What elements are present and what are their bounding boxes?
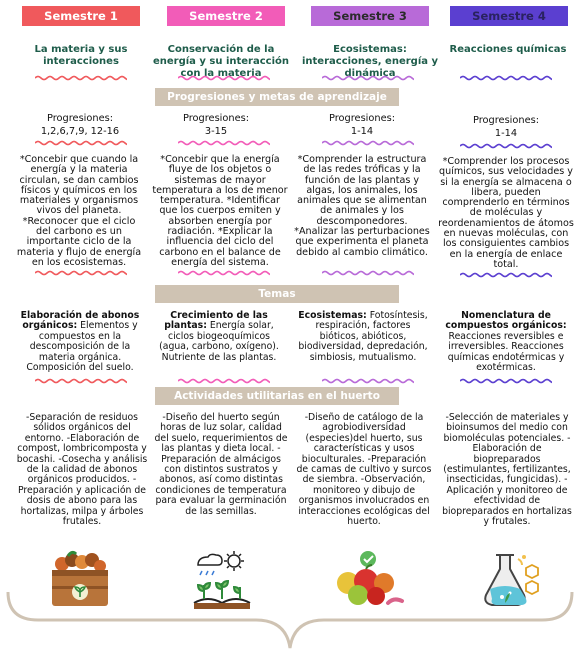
actividades-semester-4: -Selección de materiales y bioinsumos del medio con biomoléculas potenciales. -Elaboración de biopreparados (estimulantes, fertilizantes, insecticidas, fungicidas). -Aplicación y monitoreo de efectividad de biopreparados en hortalizas y frutales. bbox=[442, 412, 572, 528]
band-actividades: Actividades utilitarias en el huerto bbox=[155, 387, 399, 405]
semester-3-header: Semestre 3 bbox=[311, 6, 429, 26]
bottom-brace bbox=[0, 590, 584, 654]
semester-4-header: Semestre 4 bbox=[450, 6, 568, 26]
tema-title: Ecosistemas: bbox=[298, 310, 367, 321]
actividades-semester-3: -Diseño de catálogo de la agrobiodiversidad (especies)del huerto, sus características y usos bioculturales. -Preparación de camas de cultivo y surcos de siembra. -Observación, monitoreo y dibujo de organismos involucrados en interacciones ecológicas del huerto. bbox=[296, 412, 432, 528]
semester-1-header: Semestre 1 bbox=[22, 6, 140, 26]
divider-wave bbox=[178, 378, 270, 384]
divider-wave bbox=[322, 378, 414, 384]
topic-semester-2: Conservación de la energía y su interacción con la materia bbox=[152, 44, 290, 79]
divider-wave bbox=[35, 378, 127, 384]
tema-body: Fotosíntesis, respiración, factores bióticos, abióticos, biodiversidad, depredación, simbiosis, mutualismo. bbox=[298, 310, 428, 363]
divider-wave bbox=[460, 75, 552, 81]
tema-body: Elementos y compuestos en la descomposición de la materia orgánica. Composición del suelo. bbox=[26, 320, 138, 374]
tema-semester-4 bbox=[440, 311, 572, 373]
divider-wave bbox=[322, 270, 414, 276]
progresiones-value: 1-14 bbox=[494, 128, 518, 139]
tema-body: Energía solar, ciclos biogeoquímicos (agua, carbono, oxígeno). Nutriente de las plantas. bbox=[159, 320, 279, 363]
tema-title: Nomenclatura de compuestos orgánicos: bbox=[445, 310, 567, 332]
topic-semester-4: Reacciones químicas bbox=[449, 44, 567, 55]
divider-wave bbox=[178, 270, 270, 276]
actividades-semester-2: -Diseño del huerto según horas de luz solar, calidad del suelo, requerimientos de las plantas y dieta local. -Preparación de almácigos con distintos sustratos y abonos, así como distintas condiciones de temperatura para evaluar la germinación de las semillas. bbox=[154, 412, 288, 517]
progresiones-label: Progresiones: bbox=[182, 113, 250, 124]
divider-wave bbox=[460, 378, 552, 384]
divider-wave bbox=[460, 143, 552, 149]
progresiones-label: Progresiones: bbox=[472, 115, 540, 126]
semester-2-header: Semestre 2 bbox=[167, 6, 285, 26]
progresiones-3 bbox=[296, 112, 428, 138]
band-temas: Temas bbox=[155, 285, 399, 303]
topic-semester-1: La materia y sus interacciones bbox=[34, 44, 128, 67]
metas-semester-1: *Concebir que cuando la energía y la materia circulan, se dan cambios físicos y químicos en los materiales y organismos vivos del planeta. *Reconocer que el ciclo del carbono es un importante ciclo de la materia y flujo de energía en los ecosistemas. bbox=[16, 154, 142, 268]
progresiones-value: 3-15 bbox=[204, 126, 228, 137]
progresiones-1 bbox=[14, 112, 146, 138]
progresiones-4 bbox=[440, 114, 572, 140]
divider-wave bbox=[460, 272, 552, 278]
tema-title: Elaboración de abonos orgánicos: bbox=[20, 310, 140, 332]
progresiones-label: Progresiones: bbox=[46, 113, 114, 124]
tema-semester-1 bbox=[14, 311, 146, 373]
tema-semester-2 bbox=[156, 311, 282, 363]
tema-body: Reacciones reversibles e irreversibles. Reacciones químicas endotérmicas y exotérmicas. bbox=[447, 330, 565, 374]
tema-title: Crecimiento de las plantas: bbox=[164, 310, 268, 332]
divider-wave bbox=[178, 140, 270, 146]
metas-semester-3: *Comprender la estructura de las redes tróficas y la función de las plantas y algas, los animales, los animales que se alimentan de animales y los descomponedores. *Analizar las perturbaciones que experimenta el planeta debido al cambio climático. bbox=[294, 154, 430, 258]
progresiones-label: Progresiones: bbox=[328, 113, 396, 124]
progresiones-value: 1,2,6,7,9, 12-16 bbox=[40, 126, 120, 137]
divider-wave bbox=[178, 75, 270, 81]
divider-wave bbox=[322, 140, 414, 146]
metas-semester-2: *Concebir que la energía fluye de los objetos o sistemas de mayor temperatura a los de menor temperatura. *Identificar que los cuerpos emiten y absorben energía por radiación. *Explicar la influencia del ciclo del carbono en el balance de energía del sistema. bbox=[152, 154, 288, 268]
progresiones-2 bbox=[150, 112, 282, 138]
tema-semester-3 bbox=[298, 311, 428, 363]
topic-semester-3: Ecosistemas: interacciones, energía y dinámica bbox=[301, 44, 439, 79]
divider-wave bbox=[35, 270, 127, 276]
divider-wave bbox=[322, 75, 414, 81]
progresiones-value: 1-14 bbox=[350, 126, 374, 137]
actividades-semester-1: -Separación de residuos sólidos orgánicos del entorno. -Elaboración de compost, lombricomposta y bocashi. -Cosecha y análisis de la calidad de abonos orgánicos producidos. -Preparación y aplicación de dosis de abono para las hortalizas, milpa y árboles frutales. bbox=[16, 412, 148, 528]
divider-wave bbox=[35, 140, 127, 146]
band-progresiones: Progresiones y metas de aprendizaje bbox=[155, 88, 399, 106]
divider-wave bbox=[35, 75, 127, 81]
metas-semester-4: *Comprender los procesos químicos, sus velocidades y si la energía se almacena o libera, pueden comprenderlo en términos de moléculas y reordenamientos de átomos en nuevas moléculas, con los consiguientes cambios en la energía de enlace total. bbox=[438, 156, 574, 270]
